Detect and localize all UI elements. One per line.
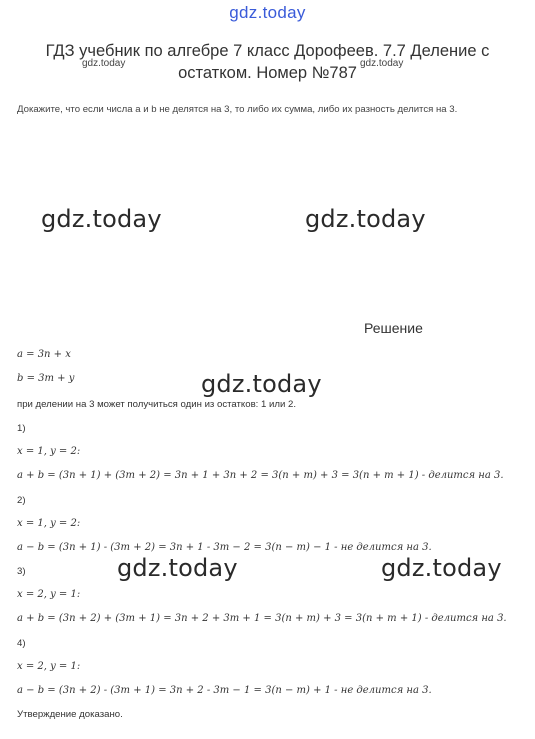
solution-line: a − b = (3n + 2) - (3m + 1) = 3n + 2 - 3m − 1 = 3(n − m) + 1 - не делится на 3. <box>17 685 432 696</box>
problem-statement: Докажите, что если числа a и b не делятся на 3, то либо их сумма, либо их разность делится на 3. <box>17 104 458 115</box>
solution-line: при делении на 3 может получиться один из остатков: 1 или 2. <box>17 399 296 410</box>
solution-line: b = 3m + y <box>17 373 75 384</box>
watermark-large: gdz.today <box>117 554 238 582</box>
watermark-small-right: gdz.today <box>360 58 404 69</box>
solution-line: x = 1, y = 2: <box>17 518 81 529</box>
solution-line: 2) <box>17 495 26 506</box>
site-logo[interactable]: gdz.today <box>229 3 306 22</box>
page-title-line-1: ГДЗ учебник по алгебре 7 класс Дорофеев. 7.7 Деление с <box>45 42 490 60</box>
page-title-line-2: остатком. Номер №787 <box>178 64 357 82</box>
solution-line: 1) <box>17 423 26 434</box>
solution-line: a − b = (3n + 1) - (3m + 2) = 3n + 1 - 3m − 2 = 3(n − m) − 1 - не делится на 3. <box>17 542 432 553</box>
solution-line: a + b = (3n + 1) + (3m + 2) = 3n + 1 + 3n + 2 = 3(n + m) + 3 = 3(n + m + 1) - делится на 3. <box>17 470 504 481</box>
solution-line: x = 2, y = 1: <box>17 589 81 600</box>
solution-line: 3) <box>17 566 26 577</box>
solution-line: x = 1, y = 2: <box>17 446 81 457</box>
watermark-small-left: gdz.today <box>82 58 126 69</box>
watermark-large: gdz.today <box>41 205 162 233</box>
solution-line: 4) <box>17 638 26 649</box>
watermark-large: gdz.today <box>305 205 426 233</box>
solution-conclusion: Утверждение доказано. <box>17 709 123 720</box>
page-title <box>0 40 535 84</box>
solution-heading: Решение <box>364 320 423 336</box>
solution-line: a = 3n + x <box>17 349 71 360</box>
watermark-large: gdz.today <box>201 370 322 398</box>
solution-line: x = 2, y = 1: <box>17 661 81 672</box>
solution-line: a + b = (3n + 2) + (3m + 1) = 3n + 2 + 3m + 1 = 3(n + m) + 3 = 3(n + m + 1) - делится на 3. <box>17 613 507 624</box>
watermark-large: gdz.today <box>381 554 502 582</box>
